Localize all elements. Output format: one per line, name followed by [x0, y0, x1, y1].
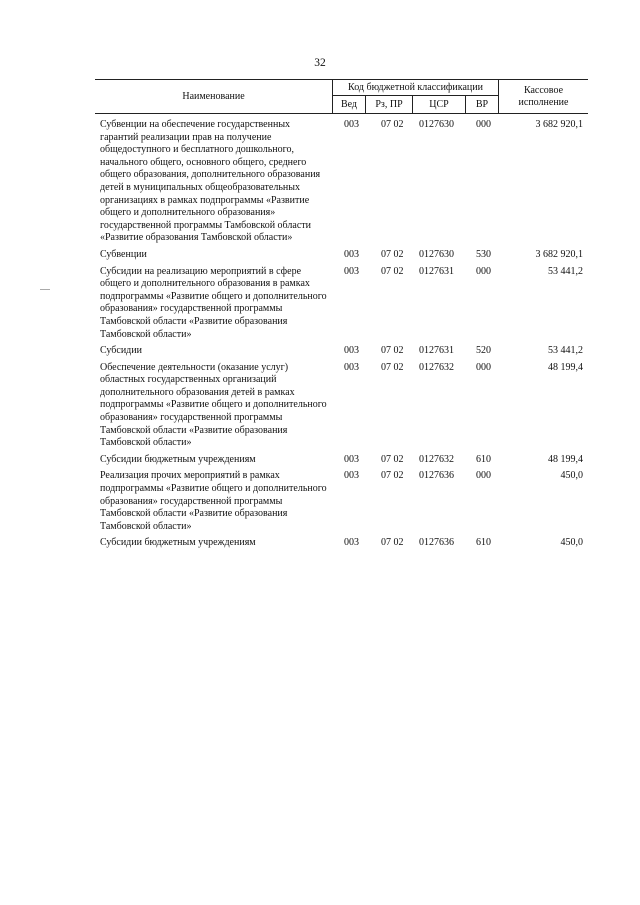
table-row: [95, 470, 588, 533]
row-rz-pr: 07 02: [381, 265, 404, 277]
row-amount: 3 682 920,1: [535, 119, 583, 130]
row-name: Реализация прочих мероприятий в рамках подпрограммы «Развитие общего и дополнительного образования» государственной программы Тамбовской области «Развитие образования Тамбовской области»: [100, 470, 327, 532]
row-amount: 48 199,4: [548, 453, 583, 465]
header-name: Наименование: [182, 91, 245, 102]
row-ved: 003: [344, 537, 359, 549]
row-rz-pr: 07 02: [381, 470, 404, 482]
row-ved: 003: [344, 470, 359, 482]
row-csr: 0127630: [419, 119, 454, 130]
row-name: Обеспечение деятельности (оказание услуг) областных государственных организаций дополнительного образования детей в рамках подпрограммы «Развитие общего и дополнительного образования» государственной программы Тамбовской области «Развитие образования Тамбовской области»: [100, 361, 327, 449]
row-csr: 0127632: [419, 453, 454, 465]
row-rz-pr: 07 02: [381, 119, 404, 130]
row-vr: 000: [476, 119, 491, 130]
row-csr: 0127636: [419, 537, 454, 549]
row-amount: 53 441,2: [548, 265, 583, 277]
table-row: [95, 362, 588, 450]
row-amount: 450,0: [560, 537, 583, 549]
header-cash-line1: Кассовое: [523, 84, 564, 96]
header-cash: [499, 80, 588, 113]
row-vr: 000: [476, 470, 491, 482]
header-rz-pr: Рз, ПР: [375, 99, 403, 110]
row-name: Субсидии: [100, 345, 142, 357]
table-body: [95, 119, 588, 554]
row-rz-pr: 07 02: [381, 453, 404, 465]
row-vr: 000: [476, 361, 491, 373]
row-name: Субвенции: [100, 248, 147, 260]
row-csr: 0127632: [419, 361, 454, 373]
row-amount: 450,0: [560, 470, 583, 482]
row-rz-pr: 07 02: [381, 361, 404, 373]
table-row: [95, 345, 588, 358]
table-row: [95, 119, 588, 245]
row-csr: 0127636: [419, 470, 454, 482]
row-amount: 48 199,4: [548, 361, 583, 373]
header-code-group: Код бюджетной классификации: [348, 82, 483, 93]
row-ved: 003: [344, 119, 359, 130]
row-vr: 000: [476, 265, 491, 277]
row-vr: 610: [476, 537, 491, 549]
row-name: Субвенции на обеспечение государственных гарантий реализации прав на получение общедоступного и бесплатного дошкольного, начального общего, основного общего, среднего общего образования, дополнительного образования детей в муниципальных общеобразовательных организациях в рамках подпрограммы «Развитие общего и дополнительного образования» государственной программы Тамбовской области «Развитие образования Тамбовской области»: [100, 119, 321, 244]
row-name: Субсидии бюджетным учреждениям: [100, 453, 256, 465]
page-number: 32: [314, 57, 326, 69]
row-csr: 0127631: [419, 345, 454, 357]
header-vr: ВР: [475, 99, 489, 110]
row-rz-pr: 07 02: [381, 345, 404, 357]
table-row: [95, 537, 588, 550]
header-ved: Вед: [340, 99, 358, 110]
row-ved: 003: [344, 361, 359, 373]
row-rz-pr: 07 02: [381, 248, 404, 260]
header-cash-line2: исполнение: [518, 96, 569, 108]
row-name: Субсидии бюджетным учреждениям: [100, 537, 256, 549]
row-ved: 003: [344, 453, 359, 465]
table-row: [95, 454, 588, 467]
row-amount: 3 682 920,1: [535, 248, 583, 260]
table-header: [95, 79, 588, 114]
row-ved: 003: [344, 248, 359, 260]
row-csr: 0127630: [419, 248, 454, 260]
row-name: Субсидии на реализацию мероприятий в сфере общего и дополнительного образования в рамках подпрограммы «Развитие общего и дополнительного образования» государственной программы Тамбовской области «Развитие образования Тамбовской области»: [100, 265, 327, 340]
row-rz-pr: 07 02: [381, 537, 404, 549]
row-vr: 520: [476, 345, 491, 357]
row-ved: 003: [344, 265, 359, 277]
row-amount: 53 441,2: [548, 345, 583, 357]
header-csr: ЦСР: [429, 99, 449, 110]
row-ved: 003: [344, 345, 359, 357]
row-csr: 0127631: [419, 265, 454, 277]
table-row: [95, 249, 588, 262]
row-vr: 610: [476, 453, 491, 465]
table-row: [95, 266, 588, 342]
margin-mark: [40, 289, 50, 290]
row-vr: 530: [476, 248, 491, 260]
